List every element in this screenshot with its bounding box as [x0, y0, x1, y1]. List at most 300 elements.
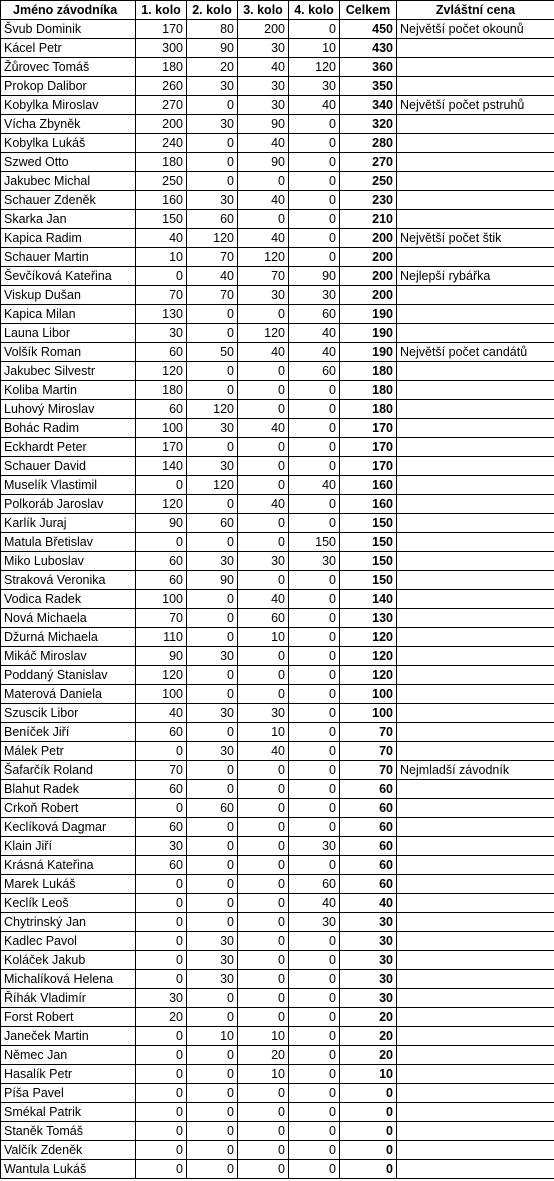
- table-row: [1, 476, 554, 495]
- round-1-score: 0: [136, 1160, 187, 1179]
- competitor-name: Polkoráb Jaroslav: [1, 495, 136, 514]
- total-score: 150: [340, 552, 397, 571]
- round-2-score: 30: [187, 77, 238, 96]
- table-row: [1, 533, 554, 552]
- table-row: [1, 818, 554, 837]
- round-1-score: 10: [136, 248, 187, 267]
- table-row: [1, 1065, 554, 1084]
- total-score: 250: [340, 172, 397, 191]
- round-2-score: 60: [187, 210, 238, 229]
- total-score: 100: [340, 704, 397, 723]
- competitor-name: Forst Robert: [1, 1008, 136, 1027]
- round-1-score: 100: [136, 685, 187, 704]
- round-1-score: 170: [136, 20, 187, 39]
- round-3-score: 90: [238, 115, 289, 134]
- table-row: [1, 951, 554, 970]
- round-3-score: 0: [238, 685, 289, 704]
- round-2-score: 0: [187, 989, 238, 1008]
- competitor-name: Koláček Jakub: [1, 951, 136, 970]
- round-3-score: 0: [238, 438, 289, 457]
- round-4-score: 0: [289, 647, 340, 666]
- total-score: 60: [340, 837, 397, 856]
- table-row: [1, 723, 554, 742]
- round-2-score: 0: [187, 723, 238, 742]
- round-3-score: 0: [238, 761, 289, 780]
- round-4-score: 0: [289, 495, 340, 514]
- round-4-score: 0: [289, 685, 340, 704]
- header-round-4: 4. kolo: [289, 1, 340, 20]
- round-3-score: 40: [238, 590, 289, 609]
- round-1-score: 100: [136, 590, 187, 609]
- round-2-score: 0: [187, 1160, 238, 1179]
- round-3-score: 0: [238, 932, 289, 951]
- total-score: 20: [340, 1046, 397, 1065]
- round-3-score: 0: [238, 818, 289, 837]
- round-1-score: 60: [136, 571, 187, 590]
- table-row: [1, 229, 554, 248]
- special-prize: [397, 210, 554, 229]
- round-1-score: 90: [136, 647, 187, 666]
- round-1-score: 200: [136, 115, 187, 134]
- round-2-score: 30: [187, 457, 238, 476]
- table-row: [1, 1141, 554, 1160]
- round-2-score: 0: [187, 875, 238, 894]
- round-3-score: 40: [238, 58, 289, 77]
- round-3-score: 0: [238, 1103, 289, 1122]
- round-2-score: 30: [187, 191, 238, 210]
- special-prize: [397, 1065, 554, 1084]
- table-row: [1, 989, 554, 1008]
- round-2-score: 70: [187, 248, 238, 267]
- total-score: 200: [340, 267, 397, 286]
- special-prize: Největší počet štik: [397, 229, 554, 248]
- table-row: [1, 837, 554, 856]
- round-3-score: 10: [238, 628, 289, 647]
- round-4-score: 0: [289, 628, 340, 647]
- round-2-score: 0: [187, 1122, 238, 1141]
- total-score: 150: [340, 533, 397, 552]
- table-row: [1, 39, 554, 58]
- table-row: [1, 1122, 554, 1141]
- total-score: 60: [340, 780, 397, 799]
- competitor-name: Wantula Lukáš: [1, 1160, 136, 1179]
- competitor-name: Poddaný Stanislav: [1, 666, 136, 685]
- round-4-score: 0: [289, 20, 340, 39]
- competitor-name: Vícha Zbyněk: [1, 115, 136, 134]
- round-2-score: 30: [187, 742, 238, 761]
- competitor-name: Straková Veronika: [1, 571, 136, 590]
- table-row: [1, 267, 554, 286]
- table-row: [1, 248, 554, 267]
- round-3-score: 30: [238, 286, 289, 305]
- table-row: [1, 552, 554, 571]
- round-3-score: 0: [238, 666, 289, 685]
- round-2-score: 120: [187, 476, 238, 495]
- round-4-score: 0: [289, 1008, 340, 1027]
- round-2-score: 0: [187, 666, 238, 685]
- round-2-score: 0: [187, 685, 238, 704]
- round-2-score: 0: [187, 780, 238, 799]
- round-1-score: 150: [136, 210, 187, 229]
- round-1-score: 0: [136, 742, 187, 761]
- special-prize: [397, 115, 554, 134]
- table-row: [1, 628, 554, 647]
- competitor-name: Kapica Milan: [1, 305, 136, 324]
- round-1-score: 0: [136, 1046, 187, 1065]
- round-2-score: 0: [187, 1008, 238, 1027]
- total-score: 100: [340, 685, 397, 704]
- round-4-score: 0: [289, 172, 340, 191]
- competitor-name: Šafarčík Roland: [1, 761, 136, 780]
- round-3-score: 0: [238, 1141, 289, 1160]
- round-3-score: 70: [238, 267, 289, 286]
- round-1-score: 0: [136, 1065, 187, 1084]
- round-3-score: 0: [238, 951, 289, 970]
- special-prize: Největší počet candátů: [397, 343, 554, 362]
- total-score: 360: [340, 58, 397, 77]
- total-score: 200: [340, 286, 397, 305]
- round-4-score: 120: [289, 58, 340, 77]
- round-3-score: 0: [238, 647, 289, 666]
- table-row: [1, 172, 554, 191]
- special-prize: [397, 1160, 554, 1179]
- table-row: [1, 438, 554, 457]
- round-1-score: 110: [136, 628, 187, 647]
- table-row: [1, 913, 554, 932]
- round-4-score: 0: [289, 210, 340, 229]
- round-3-score: 30: [238, 96, 289, 115]
- table-row: [1, 704, 554, 723]
- total-score: 30: [340, 932, 397, 951]
- total-score: 60: [340, 856, 397, 875]
- round-1-score: 60: [136, 552, 187, 571]
- total-score: 340: [340, 96, 397, 115]
- round-1-score: 100: [136, 419, 187, 438]
- round-1-score: 0: [136, 970, 187, 989]
- special-prize: [397, 1046, 554, 1065]
- special-prize: [397, 476, 554, 495]
- competitor-name: Luhový Miroslav: [1, 400, 136, 419]
- special-prize: [397, 400, 554, 419]
- total-score: 130: [340, 609, 397, 628]
- round-4-score: 30: [289, 286, 340, 305]
- total-score: 170: [340, 438, 397, 457]
- table-row: [1, 666, 554, 685]
- special-prize: [397, 666, 554, 685]
- total-score: 180: [340, 362, 397, 381]
- round-4-score: 40: [289, 96, 340, 115]
- table-row: [1, 1046, 554, 1065]
- round-3-score: 0: [238, 780, 289, 799]
- total-score: 0: [340, 1160, 397, 1179]
- round-1-score: 60: [136, 856, 187, 875]
- round-2-score: 0: [187, 96, 238, 115]
- round-3-score: 40: [238, 343, 289, 362]
- round-3-score: 0: [238, 856, 289, 875]
- round-2-score: 0: [187, 818, 238, 837]
- round-1-score: 0: [136, 799, 187, 818]
- table-row: [1, 1103, 554, 1122]
- competitor-name: Schauer David: [1, 457, 136, 476]
- round-2-score: 0: [187, 362, 238, 381]
- round-2-score: 70: [187, 286, 238, 305]
- round-2-score: 0: [187, 381, 238, 400]
- special-prize: [397, 590, 554, 609]
- round-4-score: 0: [289, 381, 340, 400]
- table-row: [1, 685, 554, 704]
- header-round-1: 1. kolo: [136, 1, 187, 20]
- table-row: [1, 780, 554, 799]
- round-1-score: 60: [136, 400, 187, 419]
- table-row: [1, 381, 554, 400]
- round-2-score: 0: [187, 305, 238, 324]
- special-prize: [397, 172, 554, 191]
- competitor-name: Volšík Roman: [1, 343, 136, 362]
- round-3-score: 90: [238, 153, 289, 172]
- round-2-score: 0: [187, 495, 238, 514]
- round-4-score: 60: [289, 875, 340, 894]
- round-3-score: 0: [238, 305, 289, 324]
- header-name: Jméno závodníka: [1, 1, 136, 20]
- special-prize: [397, 191, 554, 210]
- table-row: [1, 1008, 554, 1027]
- round-1-score: 0: [136, 913, 187, 932]
- round-2-score: 30: [187, 704, 238, 723]
- competitor-name: Crkoň Robert: [1, 799, 136, 818]
- table-row: [1, 1027, 554, 1046]
- round-1-score: 240: [136, 134, 187, 153]
- round-3-score: 0: [238, 400, 289, 419]
- round-4-score: 60: [289, 305, 340, 324]
- round-1-score: 180: [136, 58, 187, 77]
- special-prize: [397, 514, 554, 533]
- special-prize: [397, 1084, 554, 1103]
- competitor-name: Szuscik Libor: [1, 704, 136, 723]
- table-row: [1, 1084, 554, 1103]
- competitor-name: Prokop Dalibor: [1, 77, 136, 96]
- special-prize: [397, 780, 554, 799]
- round-4-score: 30: [289, 552, 340, 571]
- total-score: 200: [340, 229, 397, 248]
- special-prize: [397, 856, 554, 875]
- header-total: Celkem: [340, 1, 397, 20]
- round-1-score: 140: [136, 457, 187, 476]
- special-prize: [397, 286, 554, 305]
- round-1-score: 270: [136, 96, 187, 115]
- round-4-score: 0: [289, 514, 340, 533]
- table-row: [1, 571, 554, 590]
- round-4-score: 0: [289, 1103, 340, 1122]
- round-3-score: 0: [238, 989, 289, 1008]
- table-row: [1, 58, 554, 77]
- total-score: 140: [340, 590, 397, 609]
- round-4-score: 0: [289, 191, 340, 210]
- round-1-score: 60: [136, 343, 187, 362]
- competitor-name: Žůrovec Tomáš: [1, 58, 136, 77]
- round-4-score: 40: [289, 894, 340, 913]
- total-score: 170: [340, 419, 397, 438]
- round-4-score: 150: [289, 533, 340, 552]
- special-prize: [397, 628, 554, 647]
- table-row: [1, 343, 554, 362]
- special-prize: [397, 799, 554, 818]
- round-1-score: 60: [136, 818, 187, 837]
- total-score: 190: [340, 305, 397, 324]
- total-score: 0: [340, 1141, 397, 1160]
- competitor-name: Michalíková Helena: [1, 970, 136, 989]
- round-3-score: 60: [238, 609, 289, 628]
- round-3-score: 40: [238, 495, 289, 514]
- round-1-score: 30: [136, 989, 187, 1008]
- round-4-score: 0: [289, 1160, 340, 1179]
- special-prize: Nejlepší rybářka: [397, 267, 554, 286]
- competitor-name: Nová Michaela: [1, 609, 136, 628]
- round-3-score: 120: [238, 248, 289, 267]
- competitor-name: Smékal Patrik: [1, 1103, 136, 1122]
- round-1-score: 20: [136, 1008, 187, 1027]
- table-row: [1, 286, 554, 305]
- round-1-score: 0: [136, 1084, 187, 1103]
- competitor-name: Málek Petr: [1, 742, 136, 761]
- competitor-name: Vodica Radek: [1, 590, 136, 609]
- total-score: 10: [340, 1065, 397, 1084]
- table-row: [1, 153, 554, 172]
- competitor-name: Valčík Zdeněk: [1, 1141, 136, 1160]
- special-prize: [397, 970, 554, 989]
- round-1-score: 70: [136, 609, 187, 628]
- competitor-name: Jakubec Michal: [1, 172, 136, 191]
- round-4-score: 0: [289, 1065, 340, 1084]
- round-4-score: 0: [289, 723, 340, 742]
- round-4-score: 0: [289, 1027, 340, 1046]
- round-3-score: 0: [238, 1122, 289, 1141]
- round-1-score: 0: [136, 1141, 187, 1160]
- table-row: [1, 134, 554, 153]
- round-3-score: 10: [238, 723, 289, 742]
- total-score: 120: [340, 647, 397, 666]
- special-prize: [397, 837, 554, 856]
- round-3-score: 0: [238, 1160, 289, 1179]
- round-2-score: 0: [187, 1103, 238, 1122]
- round-4-score: 0: [289, 419, 340, 438]
- round-2-score: 0: [187, 894, 238, 913]
- round-2-score: 0: [187, 913, 238, 932]
- round-2-score: 0: [187, 761, 238, 780]
- table-row: [1, 609, 554, 628]
- table-row: [1, 20, 554, 39]
- round-1-score: 0: [136, 875, 187, 894]
- round-1-score: 0: [136, 1122, 187, 1141]
- special-prize: [397, 913, 554, 932]
- competitor-name: Materová Daniela: [1, 685, 136, 704]
- round-1-score: 40: [136, 704, 187, 723]
- round-4-score: 0: [289, 457, 340, 476]
- total-score: 120: [340, 666, 397, 685]
- round-3-score: 0: [238, 533, 289, 552]
- competitor-name: Krásná Kateřina: [1, 856, 136, 875]
- competitor-name: Miko Luboslav: [1, 552, 136, 571]
- round-2-score: 0: [187, 1046, 238, 1065]
- table-row: [1, 875, 554, 894]
- round-3-score: 0: [238, 1084, 289, 1103]
- round-3-score: 40: [238, 229, 289, 248]
- competitor-name: Ševčíková Kateřina: [1, 267, 136, 286]
- special-prize: [397, 609, 554, 628]
- total-score: 20: [340, 1027, 397, 1046]
- total-score: 160: [340, 495, 397, 514]
- total-score: 60: [340, 875, 397, 894]
- round-3-score: 0: [238, 571, 289, 590]
- round-4-score: 0: [289, 1046, 340, 1065]
- special-prize: [397, 438, 554, 457]
- round-4-score: 0: [289, 153, 340, 172]
- round-2-score: 0: [187, 1141, 238, 1160]
- table-row: [1, 932, 554, 951]
- total-score: 30: [340, 951, 397, 970]
- round-1-score: 60: [136, 723, 187, 742]
- table-row: [1, 96, 554, 115]
- round-3-score: 10: [238, 1027, 289, 1046]
- competitor-name: Kobylka Lukáš: [1, 134, 136, 153]
- special-prize: [397, 153, 554, 172]
- round-3-score: 0: [238, 894, 289, 913]
- total-score: 70: [340, 742, 397, 761]
- total-score: 20: [340, 1008, 397, 1027]
- competitor-name: Staněk Tomáš: [1, 1122, 136, 1141]
- special-prize: Největší počet okounů: [397, 20, 554, 39]
- round-4-score: 0: [289, 704, 340, 723]
- special-prize: [397, 932, 554, 951]
- round-3-score: 20: [238, 1046, 289, 1065]
- total-score: 160: [340, 476, 397, 495]
- special-prize: [397, 818, 554, 837]
- total-score: 150: [340, 571, 397, 590]
- round-4-score: 30: [289, 913, 340, 932]
- total-score: 190: [340, 324, 397, 343]
- total-score: 60: [340, 799, 397, 818]
- round-3-score: 0: [238, 210, 289, 229]
- round-2-score: 60: [187, 514, 238, 533]
- round-2-score: 30: [187, 647, 238, 666]
- special-prize: [397, 362, 554, 381]
- round-4-score: 0: [289, 229, 340, 248]
- round-1-score: 70: [136, 286, 187, 305]
- special-prize: [397, 58, 554, 77]
- header-special-prize: Zvláštní cena: [397, 1, 554, 20]
- round-4-score: 0: [289, 742, 340, 761]
- round-1-score: 0: [136, 476, 187, 495]
- competitor-name: Koliba Martin: [1, 381, 136, 400]
- round-1-score: 0: [136, 533, 187, 552]
- round-2-score: 0: [187, 1084, 238, 1103]
- table-row: [1, 457, 554, 476]
- table-row: [1, 1160, 554, 1179]
- round-3-score: 30: [238, 39, 289, 58]
- total-score: 180: [340, 381, 397, 400]
- round-3-score: 30: [238, 552, 289, 571]
- round-3-score: 30: [238, 704, 289, 723]
- round-3-score: 0: [238, 799, 289, 818]
- special-prize: [397, 571, 554, 590]
- competitor-name: Blahut Radek: [1, 780, 136, 799]
- round-3-score: 40: [238, 191, 289, 210]
- table-row: [1, 115, 554, 134]
- round-1-score: 90: [136, 514, 187, 533]
- special-prize: Největší počet pstruhů: [397, 96, 554, 115]
- competitor-name: Říhák Vladimír: [1, 989, 136, 1008]
- round-2-score: 10: [187, 1027, 238, 1046]
- round-1-score: 0: [136, 1103, 187, 1122]
